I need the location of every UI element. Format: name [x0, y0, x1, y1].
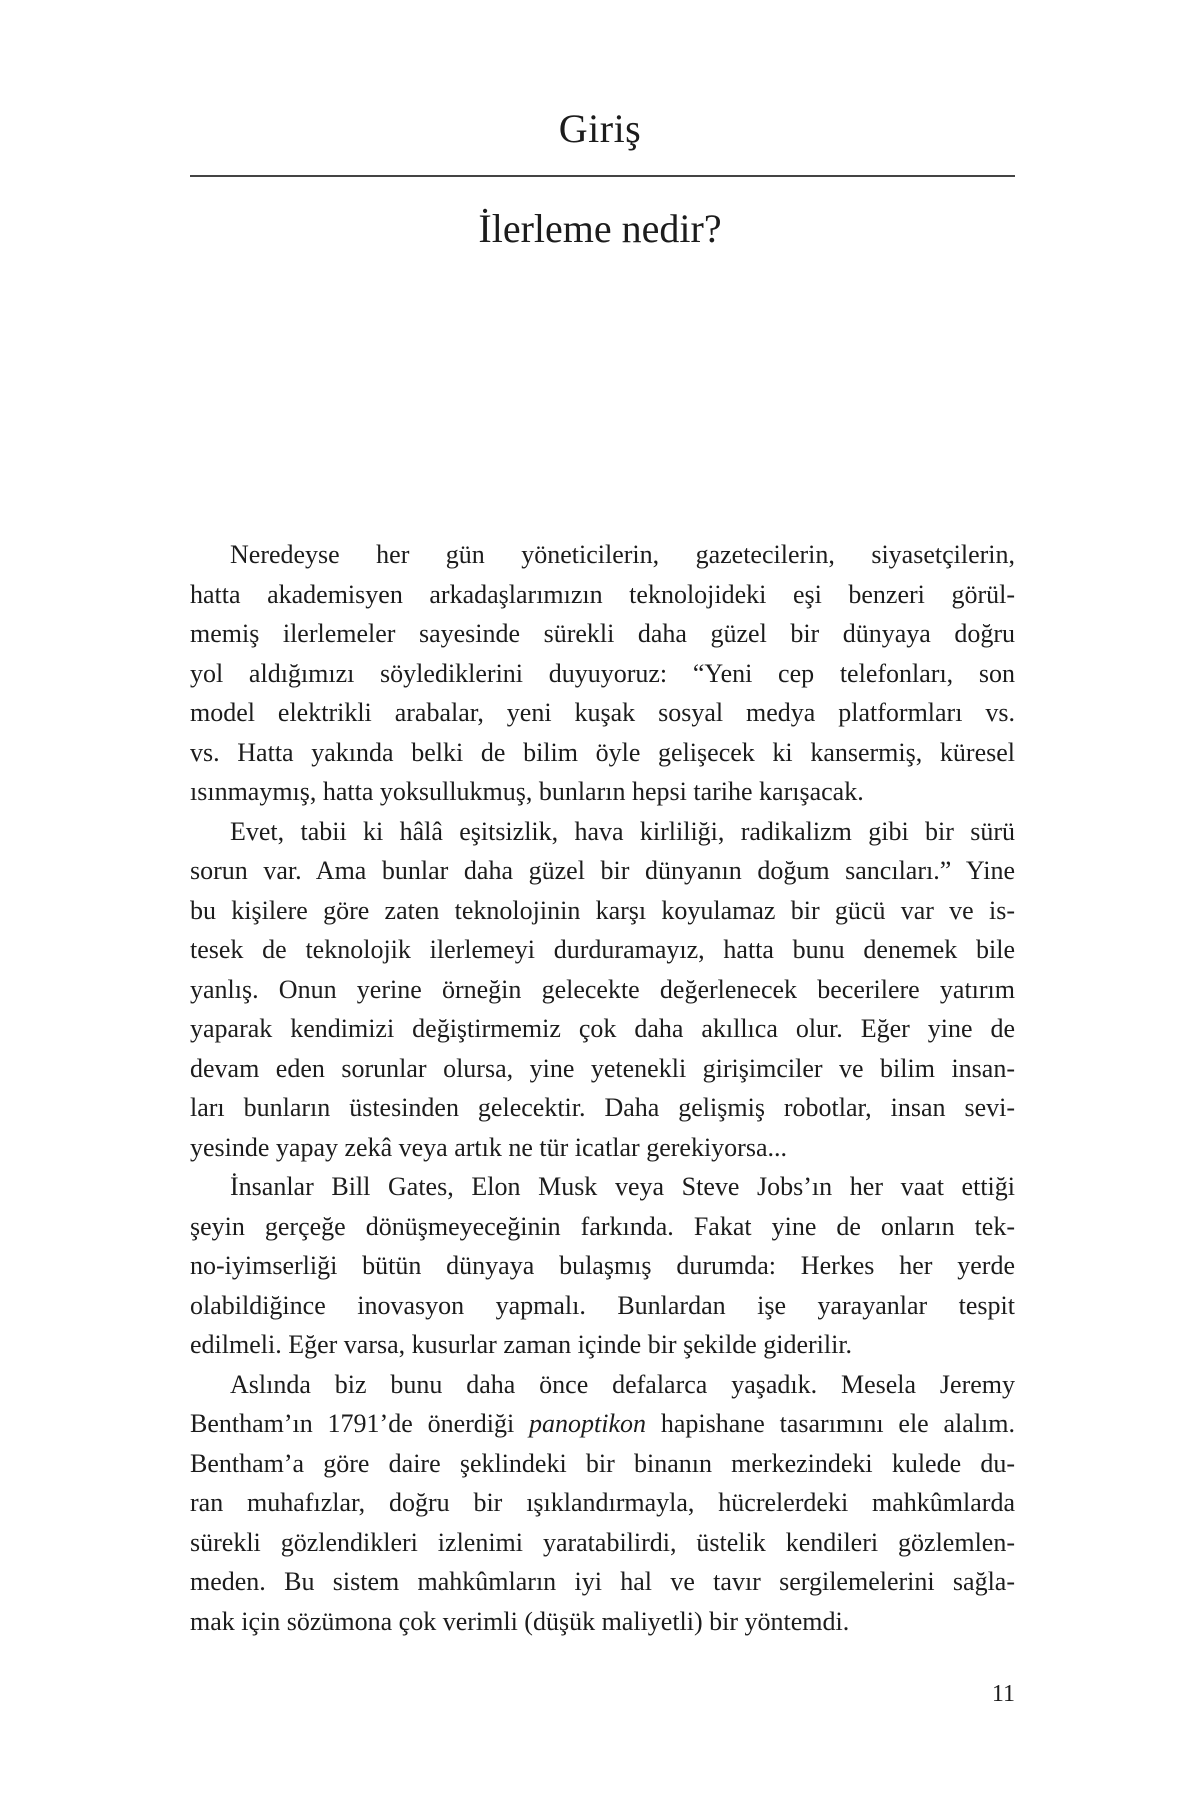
text-line: sorun var. Ama bunlar daha güzel bir dünyanın doğum sancıları.” Yine — [190, 856, 1015, 885]
paragraph-2 — [190, 812, 1015, 1168]
text-line: tesek de teknolojik ilerlemeyi durduramayız, hatta bunu denemek bile — [190, 935, 1015, 964]
text-line: meden. Bu sistem mahkûmların iyi hal ve tavır sergilemelerini sağla- — [190, 1567, 1015, 1596]
text-line: ları bunların üstesinden gelecektir. Daha gelişmiş robotlar, insan sevi- — [190, 1093, 1015, 1122]
text-line: yaparak kendimizi değiştirmemiz çok daha akıllıca olur. Eğer yine de — [190, 1014, 1015, 1043]
chapter-title: İlerleme nedir? — [478, 206, 722, 251]
text-line: model elektrikli arabalar, yeni kuşak sosyal medya platformları vs. — [190, 698, 1015, 727]
text-line: Neredeyse her gün yöneticilerin, gazetecilerin, siyasetçilerin, — [230, 540, 1015, 569]
italic-term: panoptikon — [529, 1409, 647, 1438]
page-number: 11 — [991, 1681, 1015, 1707]
text-line: İnsanlar Bill Gates, Elon Musk veya Steve Jobs’ın her vaat ettiği — [230, 1172, 1015, 1201]
text-line-with-italic — [190, 1404, 1015, 1444]
text-segment: Bentham’ın 1791’de önerdiği — [190, 1409, 530, 1438]
text-line: olabildiğince inovasyon yapmalı. Bunlardan işe yarayanlar tespit — [190, 1290, 1015, 1320]
text-line: ısınmaymış, hatta yoksullukmuş, bunların hepsi tarihe karışacak. — [190, 777, 864, 806]
paragraph-1 — [190, 535, 1015, 812]
chapter-label: Giriş — [558, 106, 642, 151]
paragraph-3 — [190, 1167, 1015, 1365]
text-line: edilmeli. Eğer varsa, kusurlar zaman içinde bir şekilde giderilir. — [190, 1330, 853, 1359]
text-line: yesinde yapay zekâ veya artık ne tür icatlar gerekiyorsa... — [190, 1132, 787, 1162]
text-line: hatta akademisyen arkadaşlarımızın teknolojideki eşi benzeri görül- — [190, 579, 1015, 609]
text-line: vs. Hatta yakında belki de bilim öyle gelişecek ki kansermiş, küresel — [190, 737, 1015, 767]
text-line: Aslında biz bunu daha önce defalarca yaşadık. Mesela Jeremy — [230, 1369, 1015, 1399]
text-line: no-iyimserliği bütün dünyaya bulaşmış durumda: Herkes her yerde — [190, 1251, 1015, 1280]
text-line: yol aldığımızı söylediklerini duyuyoruz: “Yeni cep telefonları, son — [190, 658, 1015, 688]
text-line: bu kişilere göre zaten teknolojinin karşı koyulamaz bir gücü var ve is- — [190, 895, 1015, 925]
text-line: şeyin gerçeğe dönüşmeyeceğinin farkında. Fakat yine de onların tek- — [190, 1211, 1015, 1241]
text-segment: hapishane tasarımını ele alalım. — [646, 1409, 1015, 1438]
text-line: Bentham’a göre daire şeklindeki bir binanın merkezindeki kulede du- — [190, 1448, 1015, 1478]
text-line: Evet, tabii ki hâlâ eşitsizlik, hava kirliliği, radikalizm gibi bir sürü — [230, 816, 1015, 846]
text-line: memiş ilerlemeler sayesinde sürekli daha güzel bir dünyaya doğru — [190, 619, 1015, 648]
text-line: devam eden sorunlar olursa, yine yetenekli girişimciler ve bilim insan- — [190, 1053, 1015, 1083]
text-line: sürekli gözlendikleri izlenimi yaratabilirdi, üstelik kendileri gözlemlen- — [190, 1527, 1015, 1557]
text-line: ran muhafızlar, doğru bir ışıklandırmayla, hücrelerdeki mahkûmlarda — [190, 1488, 1015, 1517]
paragraph-4 — [190, 1365, 1015, 1642]
body-text — [190, 535, 1015, 1641]
header-rule — [190, 175, 1015, 177]
text-line: yanlış. Onun yerine örneğin gelecekte değerlenecek becerilere yatırım — [190, 974, 1015, 1004]
text-line: mak için sözümona çok verimli (düşük maliyetli) bir yöntemdi. — [190, 1606, 850, 1636]
